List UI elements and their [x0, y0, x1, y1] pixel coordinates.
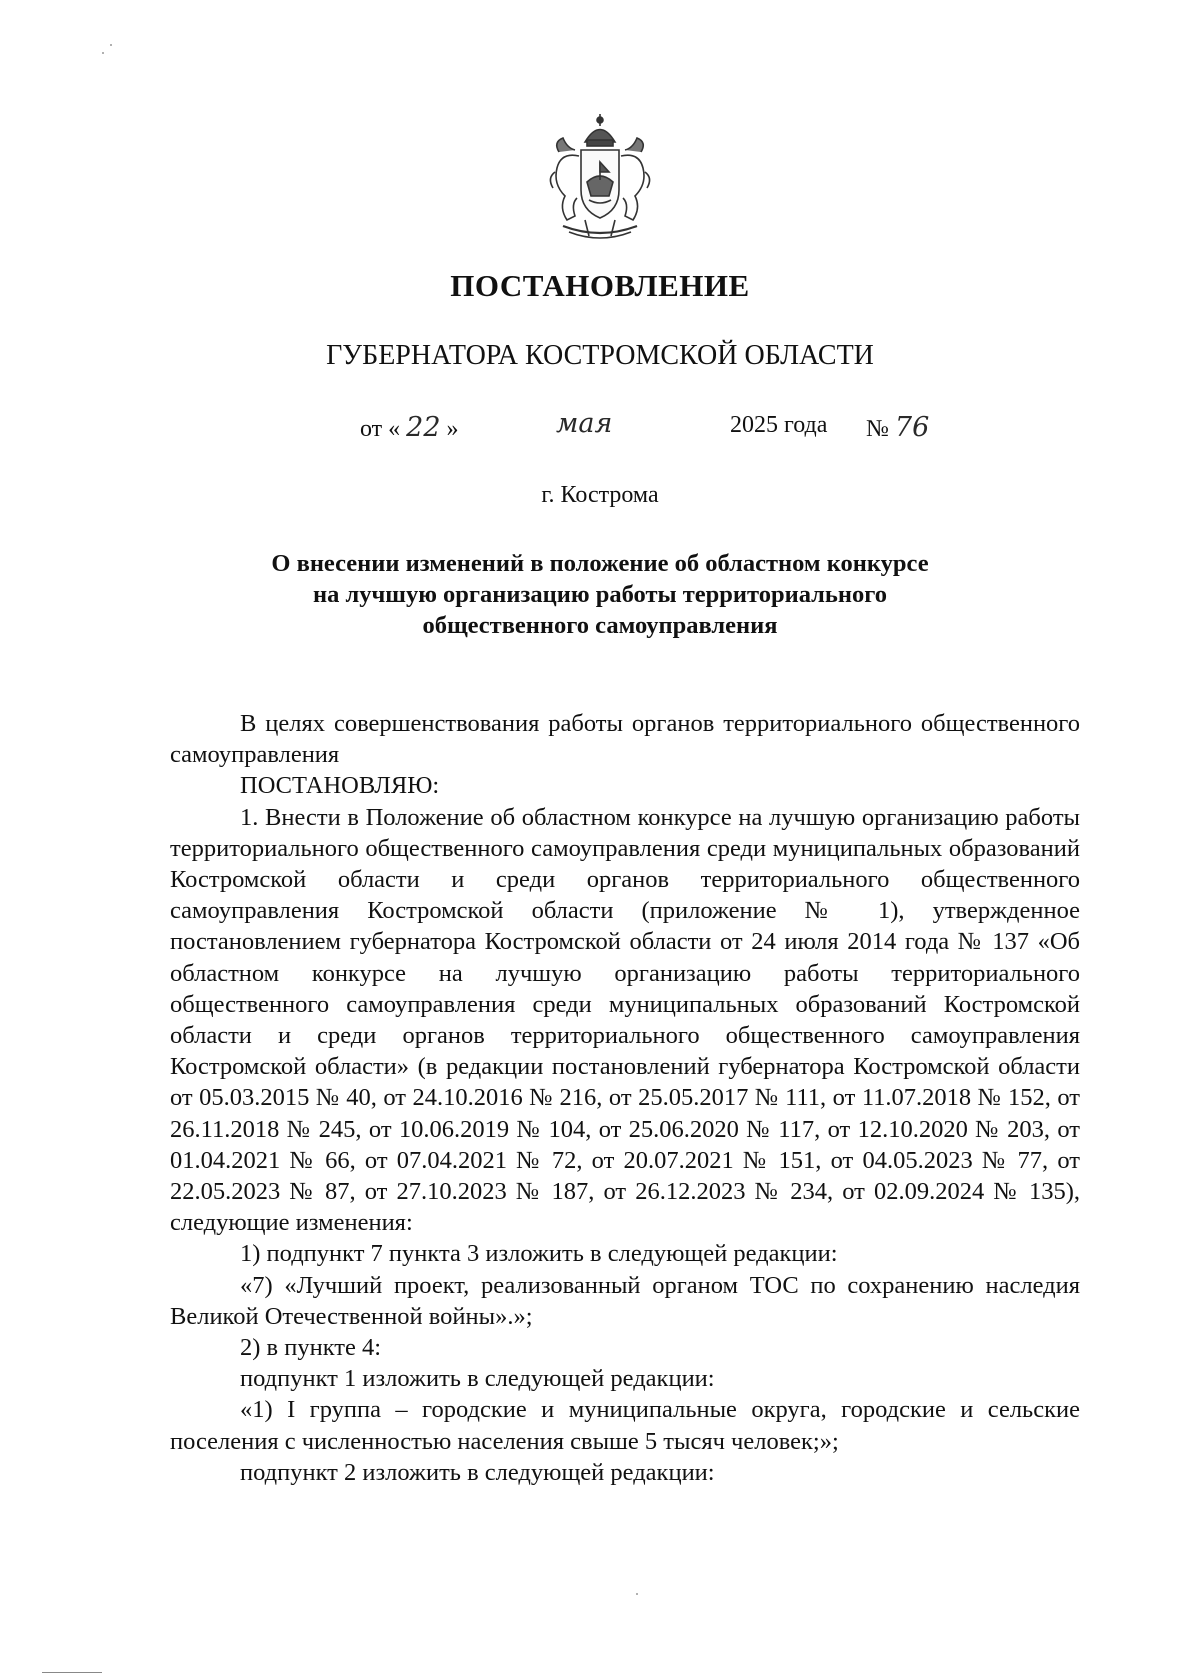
date-month: мая — [556, 408, 613, 439]
document-type-title: ПОСТАНОВЛЕНИЕ — [450, 268, 750, 303]
heading-line-3: общественного самоуправления — [422, 612, 778, 639]
paragraph-sub-2: подпункт 2 изложить в следующей редакции: — [240, 1458, 715, 1486]
document-heading — [0, 548, 1200, 641]
scan-speck — [110, 44, 112, 46]
date-day: 22 — [406, 412, 441, 443]
paragraph-resolve: ПОСТАНОВЛЯЮ: — [240, 772, 440, 800]
paragraph-quote-7: «7) «Лучший проект, реализованный органом ТОС по сохранению наследия Великой Отечественной войны».»; — [170, 1271, 1080, 1330]
date-year: 2025 года — [730, 412, 828, 438]
paragraph-subitem-1: 1) подпункт 7 пункта 3 изложить в следующей редакции: — [240, 1240, 838, 1268]
heading-line-2: на лучшую организацию работы территориального — [312, 581, 888, 608]
paragraph-quote-1: «1) I группа – городские и муниципальные округа, городские и сельские поселения с численностью населения свыше 5 тысяч человек;»; — [170, 1396, 1080, 1455]
paragraph-sub-1: подпункт 1 изложить в следующей редакции: — [240, 1365, 715, 1393]
scan-speck — [102, 52, 104, 54]
city-name: г. Кострома — [541, 482, 659, 508]
scan-speck — [636, 1593, 638, 1595]
document-number: № 76 — [866, 412, 930, 443]
paragraph-preamble: В целях совершенствования работы органов территориального общественного самоуправления — [170, 710, 1080, 769]
coat-of-arms-icon — [545, 112, 655, 247]
document-number-value: 76 — [894, 412, 930, 443]
date-prefix: от « 22 » — [360, 412, 459, 443]
issuing-authority: ГУБЕРНАТОРА КОСТРОМСКОЙ ОБЛАСТИ — [326, 340, 874, 371]
scan-margin-line — [42, 1672, 102, 1673]
heading-line-1: О внесении изменений в положение об областном конкурсе — [271, 550, 929, 577]
paragraph-item-1: 1. Внести в Положение об областном конкурсе на лучшую организацию работы территориального общественного самоуправления среди муниципальных образований Костромской области и среди органов территориального общественного самоуправления Костромской области (приложение № 1), утвержденное постановлением губернатора Костромской области от 24 июля 2014 года № 137 «Об областном конкурсе на лучшую организацию работы территориального общественного самоуправления среди муниципальных образований Костромской области и среди органов территориального общественного самоуправления Костромской области» (в редакции постановлений губернатора Костромской области от 05.03.2015 № 40, от 24.10.2016 № 216, от 25.05.2017 № 111, от 11.07.2018 № 152, от 26.11.2018 № 245, от 10.06.2019 № 104, от 25.06.2020 № 117, от 12.10.2020 № 203, от 01.04.2021 № 66, от 07.04.2021 № 72, от 20.07.2021 № 151, от 04.05.2023 № 77, от 22.05.2023 № 87, от 27.10.2023 № 187, от 26.12.2023 № 234, от 02.09.2024 № 135), следующие изменения: — [170, 803, 1080, 1237]
paragraph-subitem-2: 2) в пункте 4: — [240, 1334, 382, 1362]
document-body — [170, 708, 1080, 1488]
